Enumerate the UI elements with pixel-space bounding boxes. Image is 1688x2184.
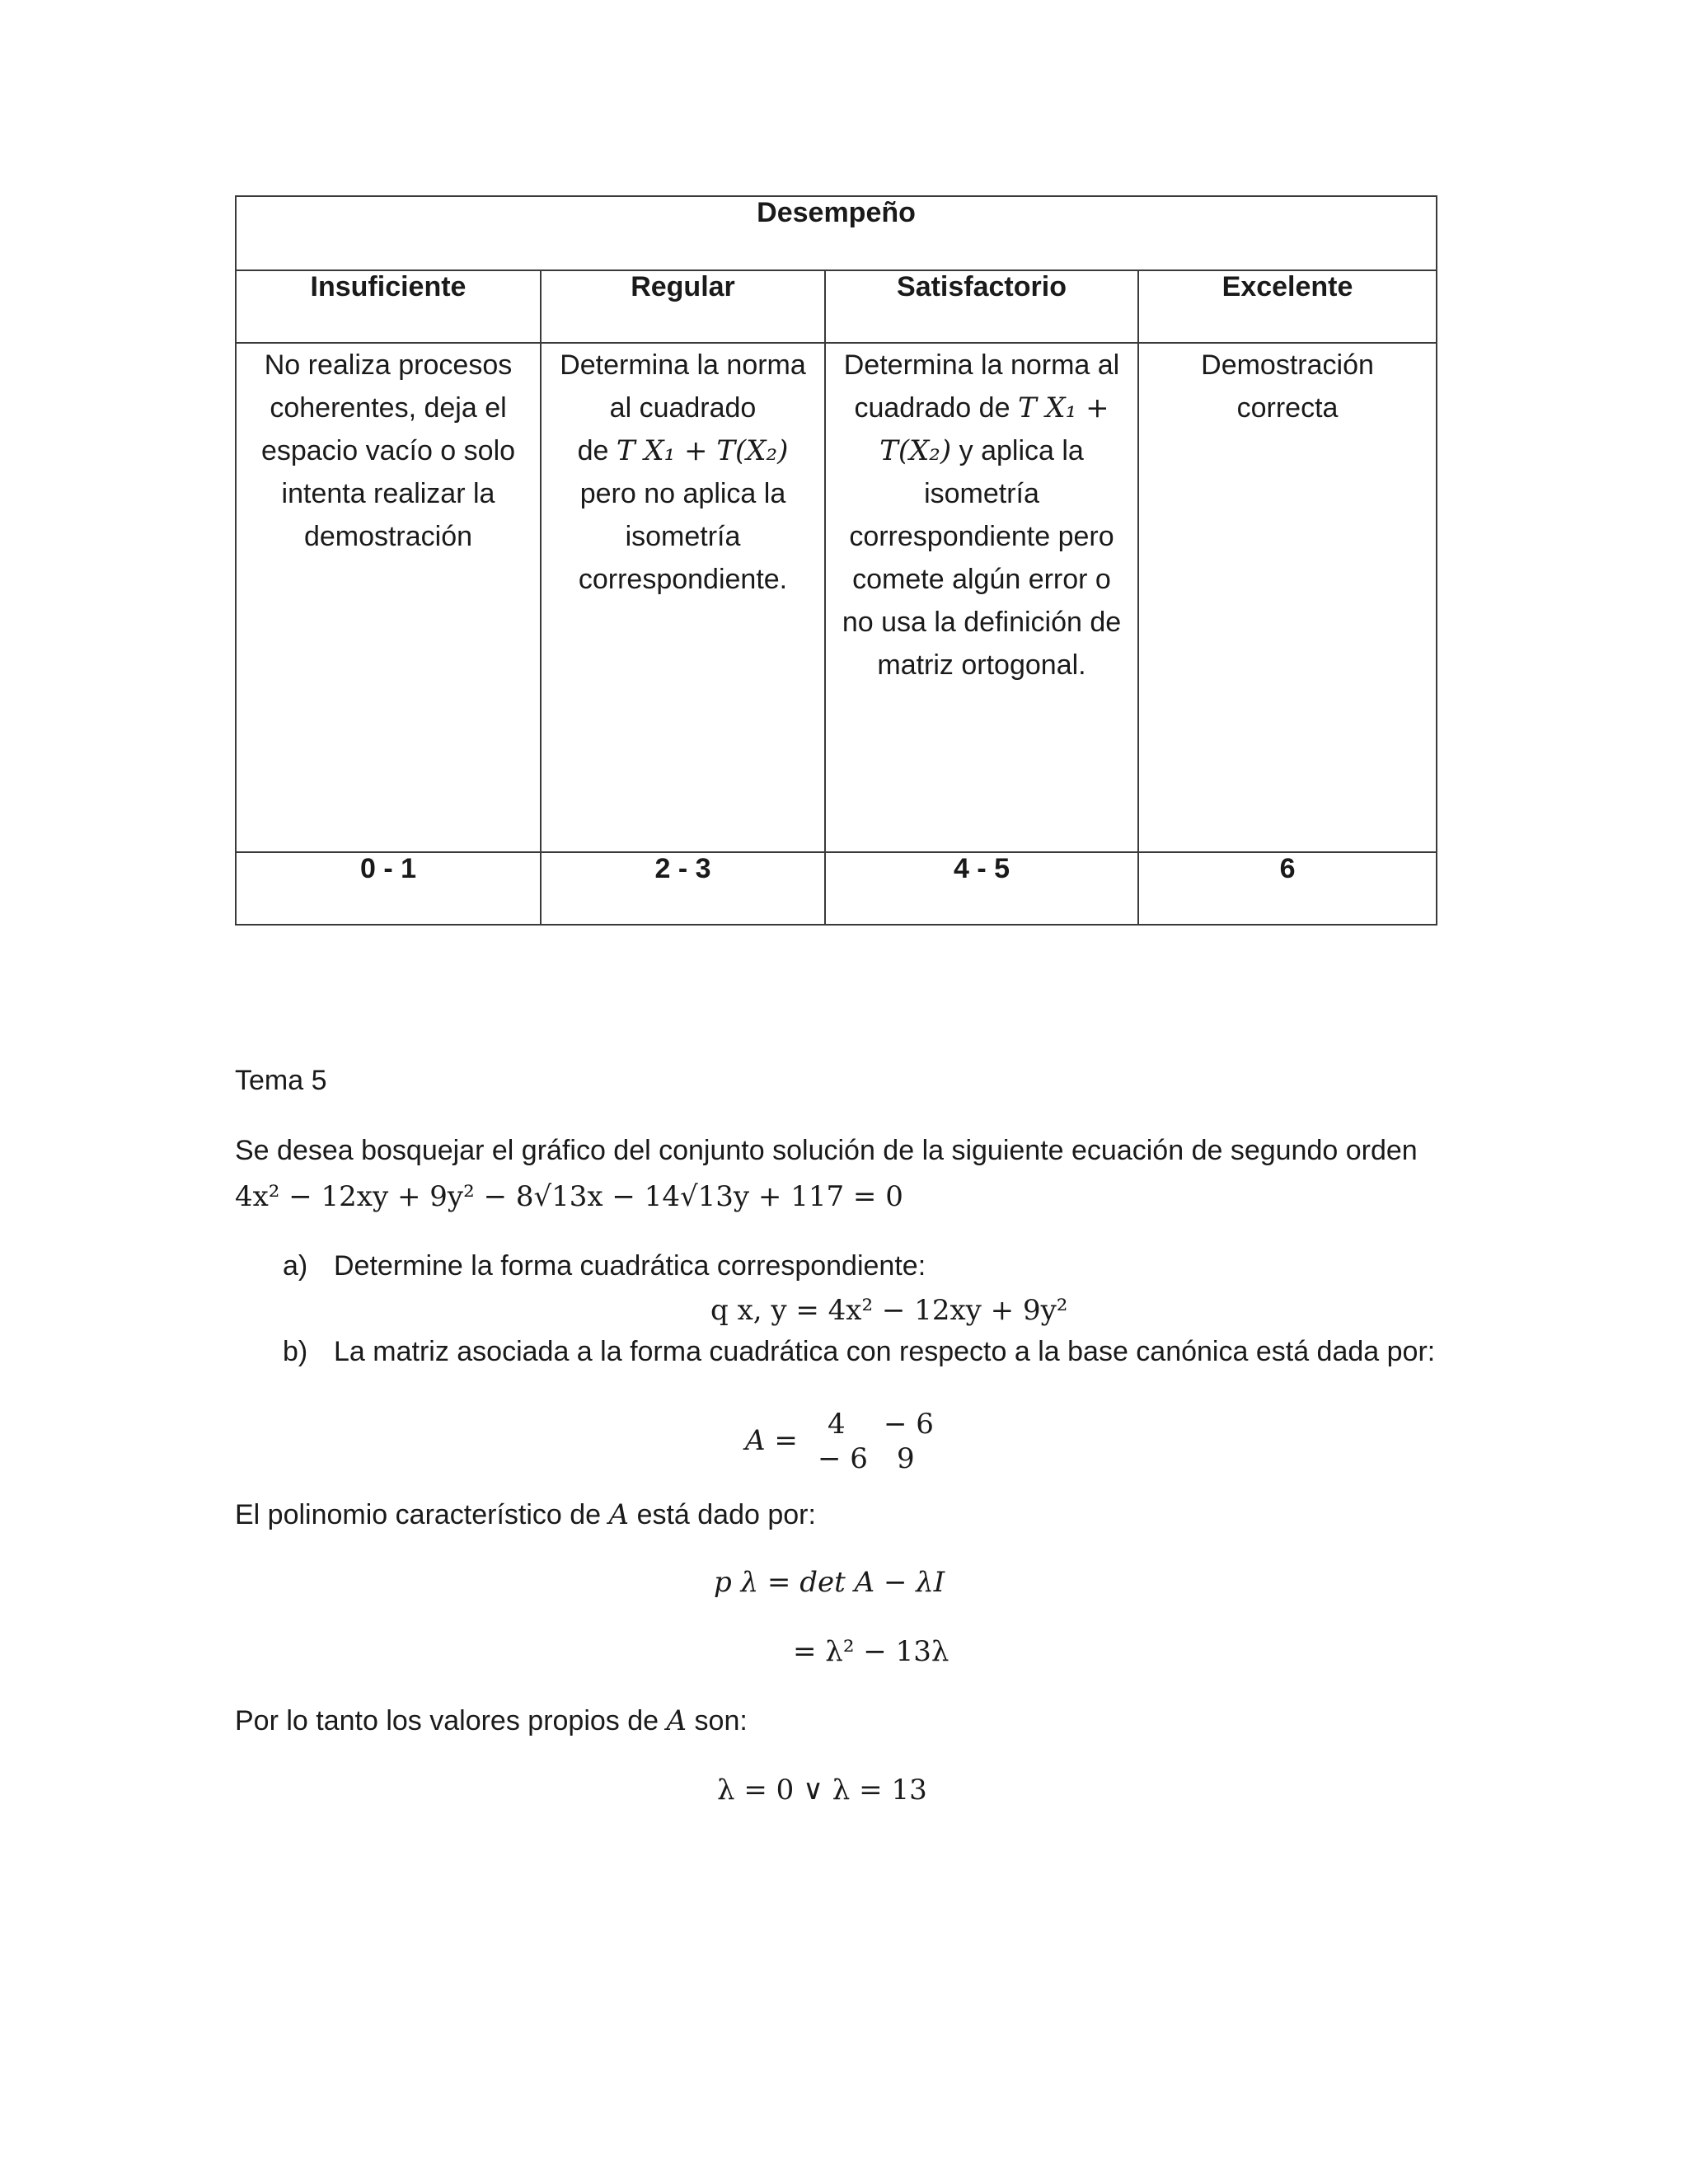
rubric-header: Desempeño <box>236 196 1437 270</box>
matrix-cell: 4 <box>828 1408 846 1441</box>
level-excelente: Excelente <box>1138 270 1437 343</box>
desc-line: isometría <box>924 478 1039 509</box>
desc-line: comete algún error o <box>852 564 1111 595</box>
desc-line: correspondiente pero <box>849 521 1114 552</box>
desc-line <box>832 429 1131 472</box>
matrix-name: A = <box>745 1424 798 1457</box>
desc-line: Determina la norma <box>560 349 806 381</box>
eigen-intro-text: son: <box>694 1705 748 1736</box>
quadratic-form: q x, y = 4x² − 12xy + 9y² <box>710 1294 1068 1327</box>
desc-line: pero no aplica la <box>579 478 786 509</box>
rubric-table <box>235 195 1437 926</box>
matrix-variable: A <box>608 1498 630 1531</box>
poly-intro-text: El polinomio característico de <box>235 1499 602 1530</box>
math-expression: T X₁ + <box>1017 391 1109 424</box>
level-regular: Regular <box>541 270 825 343</box>
poly-line-2: = λ² − 13λ <box>793 1635 950 1668</box>
desc-line: correcta <box>1236 392 1339 424</box>
desc-regular <box>541 343 825 852</box>
desc-text: de <box>577 435 609 466</box>
desc-excelente <box>1138 343 1437 852</box>
score-satisfactorio: 4 - 5 <box>825 852 1138 925</box>
intro-text: Se desea bosquejar el gráfico del conjunto solución de la siguiente ecuación de segundo orden <box>235 1135 1418 1166</box>
section-title: Tema 5 <box>235 1065 327 1096</box>
score-excelente: 6 <box>1138 852 1437 925</box>
matrix-cell: − 6 <box>818 1442 868 1475</box>
item-a-text: Determine la forma cuadrática correspondiente: <box>334 1250 926 1282</box>
desc-line: No realiza procesos <box>264 349 513 381</box>
score-insuficiente: 0 - 1 <box>236 852 541 925</box>
desc-line: al cuadrado <box>609 392 757 424</box>
desc-text: y aplica la <box>959 435 1084 466</box>
desc-insuficiente <box>236 343 541 852</box>
desc-line: correspondiente. <box>578 564 788 595</box>
eigen-intro <box>235 1704 748 1737</box>
poly-intro-text: está dado por: <box>636 1499 816 1530</box>
desc-text: cuadrado de <box>854 392 1010 424</box>
matrix-cell: 9 <box>897 1442 915 1475</box>
desc-line: isometría <box>625 521 741 552</box>
level-insuficiente: Insuficiente <box>236 270 541 343</box>
poly-line-1: p λ = det A − λI <box>714 1566 945 1599</box>
math-expression: T(X₂) <box>879 434 952 467</box>
desc-line: no usa la definición de <box>842 607 1122 638</box>
math-expression: T X₁ + T(X₂) <box>616 434 789 467</box>
desc-satisfactorio <box>825 343 1138 852</box>
desc-line <box>832 387 1131 429</box>
eigenvalues: λ = 0 ∨ λ = 13 <box>717 1774 927 1807</box>
desc-line: Demostración <box>1201 349 1374 381</box>
item-b-label: b) <box>283 1336 308 1367</box>
desc-line: Determina la norma al <box>843 349 1120 381</box>
desc-line: matriz ortogonal. <box>877 649 1086 681</box>
desc-line: intenta realizar la <box>281 478 495 509</box>
item-b-text: La matriz asociada a la forma cuadrática con respecto a la base canónica está dada por: <box>334 1336 1436 1367</box>
matrix-cell: − 6 <box>884 1408 934 1441</box>
score-regular: 2 - 3 <box>541 852 825 925</box>
poly-intro <box>235 1498 816 1531</box>
desc-line: demostración <box>303 521 473 552</box>
main-equation: 4x² − 12xy + 9y² − 8√13x − 14√13y + 117 = 0 <box>235 1180 903 1213</box>
matrix-variable: A <box>666 1704 687 1737</box>
desc-line: espacio vacío o solo <box>260 435 516 466</box>
level-satisfactorio: Satisfactorio <box>825 270 1138 343</box>
eigen-intro-text: Por lo tanto los valores propios de <box>235 1705 659 1736</box>
desc-line <box>548 429 818 472</box>
item-a-label: a) <box>283 1250 308 1282</box>
desc-line: coherentes, deja el <box>270 392 507 424</box>
